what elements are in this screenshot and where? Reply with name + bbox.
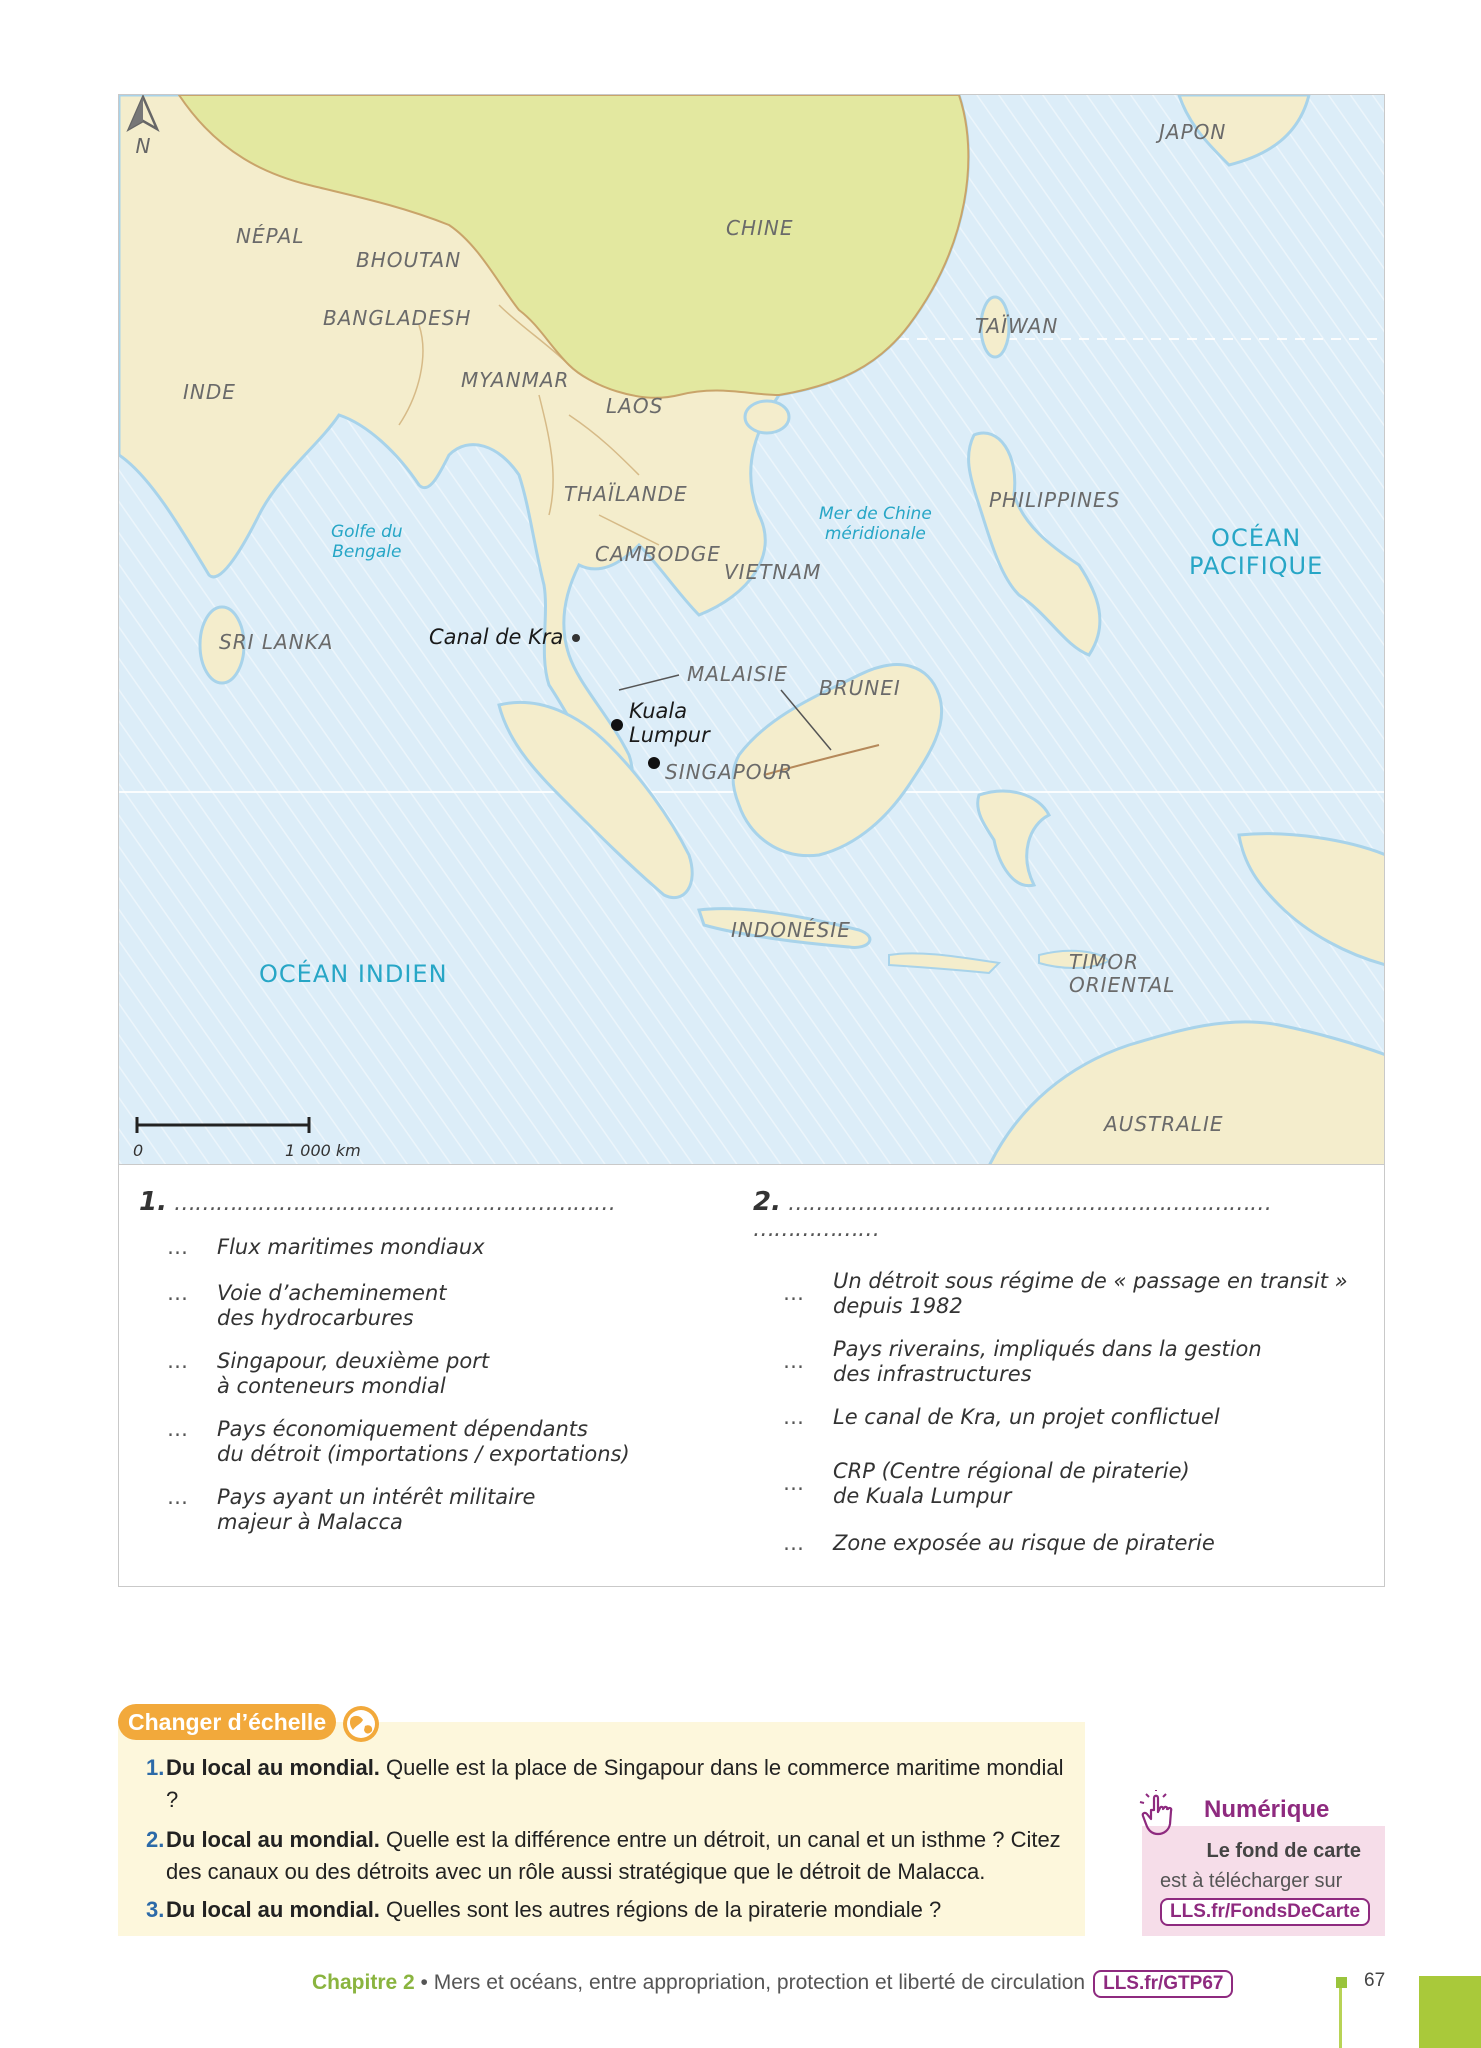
- label-malaisie: MALAISIE: [687, 662, 788, 686]
- numerique-line2: est à télécharger sur: [1160, 1870, 1343, 1892]
- legend-item: … Pays riverains, impliqués dans la gestion des infrastructures: [783, 1337, 1262, 1386]
- label-singapour: SINGAPOUR: [665, 760, 794, 784]
- changer-echelle-box: [118, 1722, 1085, 1936]
- legend-item: … Flux maritimes mondiaux: [167, 1235, 485, 1259]
- legend-item: … Singapour, deuxième port à conteneurs mondial: [167, 1349, 490, 1398]
- label-golfe-bengale: Golfe du Bengale: [331, 522, 403, 562]
- legend-item: … Le canal de Kra, un projet conflictuel: [783, 1405, 1220, 1429]
- question-2: 2. Du local au mondial. Quelle est la différence entre un détroit, un canal et un isthme ? Citez des canaux ou des détroits avec un rôle aussi stratégique que le détroit de Malacca.: [146, 1827, 1061, 1884]
- footer-link[interactable]: LLS.fr/GTP67: [1093, 1970, 1233, 1998]
- numerique-line1: Le fond de carte: [1206, 1840, 1361, 1862]
- label-canal-kra: Canal de Kra: [429, 625, 564, 649]
- label-nepal: NÉPAL: [236, 224, 305, 248]
- legend-column-2: 2. …………………………………………………………… ………………: [753, 1187, 1271, 1242]
- label-ocean-pacifique: OCÉAN PACIFIQUE: [1189, 524, 1324, 580]
- north-arrow-icon: [119, 95, 167, 157]
- pointing-hand-icon: [1134, 1790, 1182, 1838]
- legend-item: … Pays économiquement dépendants du détroit (importations / exportations): [167, 1417, 630, 1466]
- label-indonesie: INDONÉSIE: [731, 918, 851, 942]
- question-1: 1. Du local au mondial. Quelle est la place de Singapour dans le commerce maritime mondial ?: [146, 1755, 1064, 1812]
- label-kuala-lumpur: Kuala Lumpur: [629, 699, 710, 748]
- label-philippines: PHILIPPINES: [989, 488, 1121, 512]
- legend-item: … Voie d’acheminement des hydrocarbures: [167, 1281, 447, 1330]
- globe-icon: [341, 1704, 381, 1744]
- question-3: 3. Du local au mondial. Quelles sont les autres régions de la piraterie mondiale ?: [146, 1897, 942, 1922]
- changer-echelle-title: Changer d’échelle: [118, 1704, 336, 1740]
- scale-start: 0: [133, 1141, 144, 1160]
- footer-marker: [1336, 1977, 1347, 1988]
- label-chine: CHINE: [726, 216, 794, 240]
- label-taiwan: TAÏWAN: [975, 314, 1059, 338]
- legend-title-2: 2. ……………………………………………………………: [753, 1187, 1271, 1217]
- page-footer: Chapitre 2 • Mers et océans, entre appropriation, protection et liberté de circulation LLS.fr/GTP67: [312, 1968, 1233, 1998]
- label-laos: LAOS: [606, 394, 664, 418]
- numerique-box: [1142, 1826, 1385, 1936]
- label-thailande: THAÏLANDE: [564, 482, 688, 506]
- label-mer-chine: Mer de Chine méridionale: [819, 504, 932, 544]
- scale-end: 1 000 km: [285, 1141, 361, 1160]
- chapter-title: Mers et océans, entre appropriation, protection et liberté de circulation: [433, 1971, 1086, 1994]
- label-ocean-indien: OCÉAN INDIEN: [259, 960, 448, 988]
- legend-item: … Un détroit sous régime de « passage en transit » depuis 1982: [783, 1269, 1348, 1318]
- singapour-dot: [648, 757, 660, 769]
- label-timor-oriental: TIMOR ORIENTAL: [1069, 950, 1176, 997]
- label-cambodge: CAMBODGE: [595, 542, 721, 566]
- canal-kra-dot: [572, 634, 580, 642]
- legend-item: … Zone exposée au risque de piraterie: [783, 1531, 1215, 1555]
- label-bangladesh: BANGLADESH: [323, 306, 472, 330]
- label-myanmar: MYANMAR: [461, 368, 570, 392]
- legend: [118, 1165, 1385, 1587]
- label-australie: AUSTRALIE: [1104, 1112, 1224, 1136]
- label-brunei: BRUNEI: [819, 676, 901, 700]
- label-sri-lanka: SRI LANKA: [219, 630, 334, 654]
- label-vietnam: VIETNAM: [724, 560, 822, 584]
- fonds-de-carte-link[interactable]: LLS.fr/FondsDeCarte: [1160, 1898, 1370, 1926]
- kuala-lumpur-dot: [611, 719, 623, 731]
- svg-text:N: N: [135, 134, 151, 157]
- label-inde: INDE: [183, 380, 236, 404]
- numerique-title: Numérique: [1204, 1796, 1330, 1823]
- label-bhoutan: BHOUTAN: [356, 248, 462, 272]
- label-japon: JAPON: [1159, 120, 1227, 144]
- map: [118, 94, 1385, 1165]
- legend-title-1: 1. ………………………………………………………: [139, 1187, 615, 1217]
- legend-item: … CRP (Centre régional de piraterie) de Kuala Lumpur: [783, 1459, 1190, 1508]
- chapter-label: Chapitre 2: [312, 1971, 415, 1994]
- legend-column-1: [139, 1187, 615, 1217]
- legend-item: … Pays ayant un intérêt militaire majeur à Malacca: [167, 1485, 536, 1534]
- page-tab: [1419, 1976, 1481, 2048]
- page-number: 67: [1364, 1970, 1386, 1991]
